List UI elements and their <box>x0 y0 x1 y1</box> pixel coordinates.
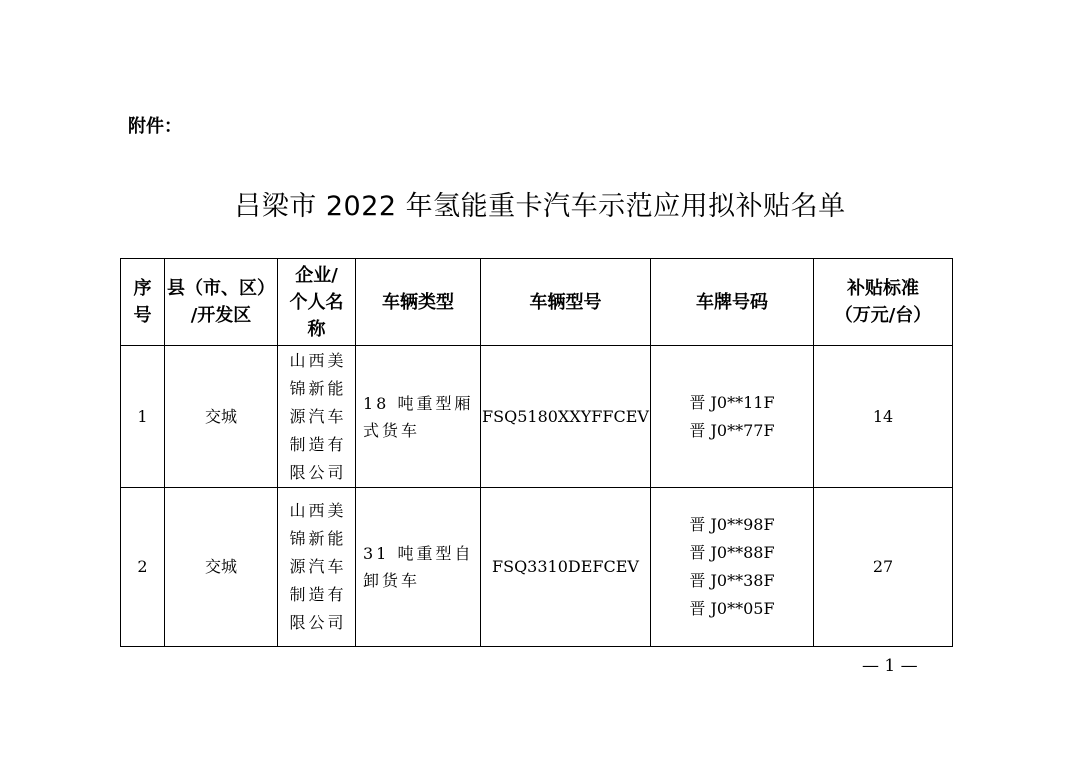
header-subsidy: 补贴标准 （万元/台） <box>814 259 953 346</box>
document-title: 吕梁市 2022 年氢能重卡汽车示范应用拟补贴名单 <box>234 191 846 222</box>
cell-vehicle-model: FSQ5180XXYFFCEV <box>481 346 651 488</box>
cell-company: 山西美 锦新能 源汽车 制造有 限公司 <box>278 346 356 488</box>
header-plate-number: 车牌号码 <box>651 259 814 346</box>
attachment-label: 附件： <box>128 116 182 137</box>
cell-subsidy: 14 <box>814 346 953 488</box>
cell-county: 交城 <box>165 488 278 647</box>
page-number: — 1 — <box>862 656 918 676</box>
header-company: 企业/ 个人名 称 <box>278 259 356 346</box>
cell-county: 交城 <box>165 346 278 488</box>
header-vehicle-model: 车辆型号 <box>481 259 651 346</box>
cell-vehicle-type: 31 吨重型自 卸货车 <box>356 488 481 647</box>
cell-seq: 1 <box>121 346 165 488</box>
table-header-row <box>121 259 953 346</box>
table-row <box>121 346 953 488</box>
header-county: 县（市、区） /开发区 <box>165 259 278 346</box>
cell-seq: 2 <box>121 488 165 647</box>
subsidy-table <box>120 258 953 647</box>
cell-company: 山西美 锦新能 源汽车 制造有 限公司 <box>278 488 356 647</box>
header-seq: 序 号 <box>121 259 165 346</box>
cell-vehicle-model: FSQ3310DEFCEV <box>481 488 651 647</box>
cell-vehicle-type: 18 吨重型厢 式货车 <box>356 346 481 488</box>
header-vehicle-type: 车辆类型 <box>356 259 481 346</box>
table-row <box>121 488 953 647</box>
cell-plates: 晋 J0**98F 晋 J0**88F 晋 J0**38F 晋 J0**05F <box>651 488 814 647</box>
cell-plates: 晋 J0**11F 晋 J0**77F <box>651 346 814 488</box>
cell-subsidy: 27 <box>814 488 953 647</box>
